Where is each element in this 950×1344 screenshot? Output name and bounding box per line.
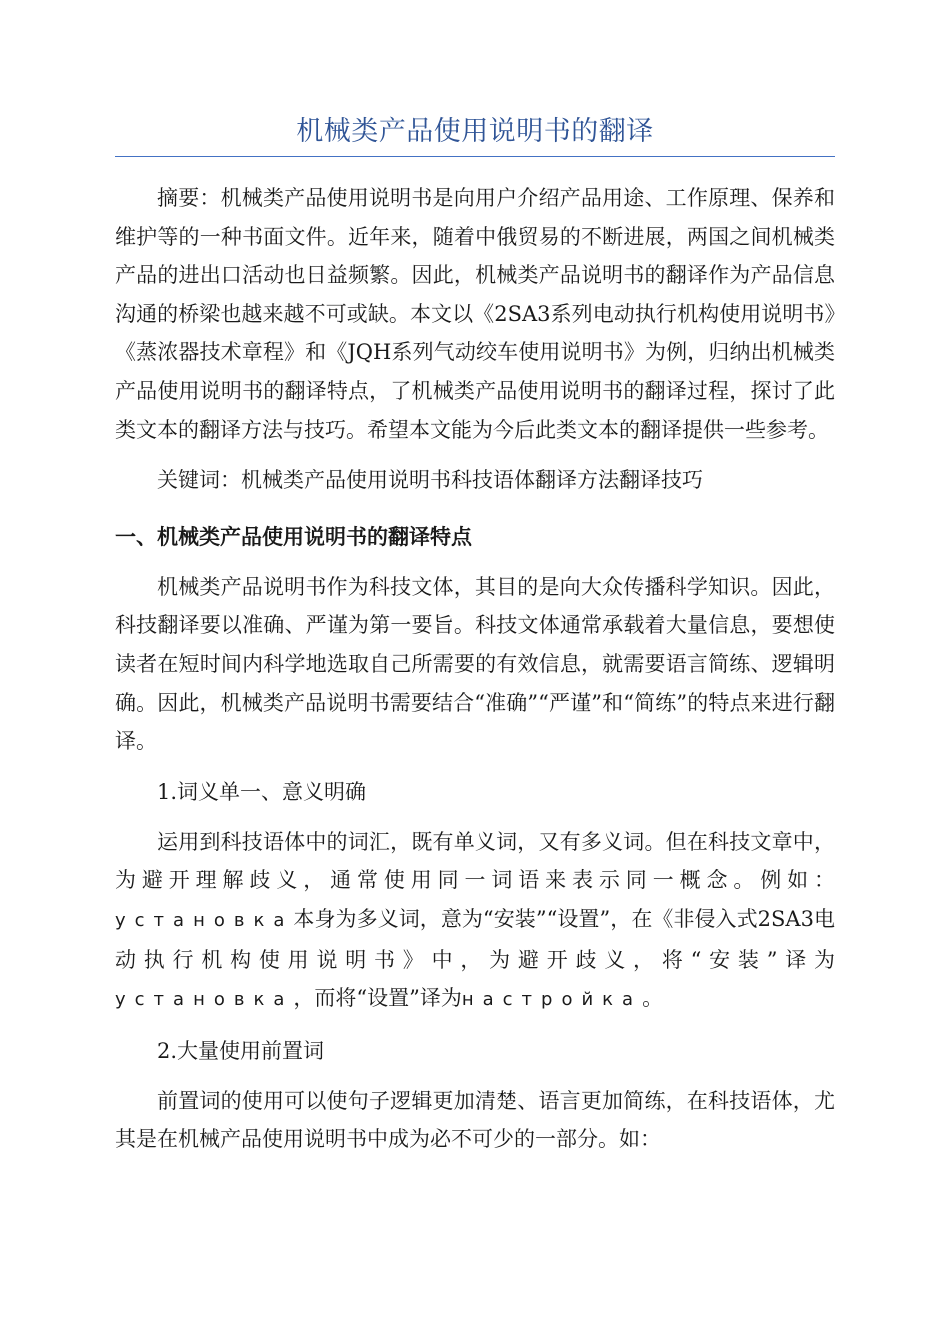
section-1-heading: 一、机械类产品使用说明书的翻译特点 [115,524,472,549]
russian-term-nastroyka: настройка [461,989,643,1011]
russian-term-ustanovka-2: установка [115,989,294,1011]
subsection-1-text-d: 。 [642,986,664,1011]
subsection-2-heading: 2.大量使用前置词 [157,1038,325,1063]
document-page [115,110,835,1159]
subsection-1-text-c: ，而将“设置”译为 [293,986,462,1011]
section-1-paragraph: 机械类产品说明书作为科技文体，其目的是向大众传播科学知识。因此，科技翻译要以准确、严谨为第一要旨。科技文体通常承载着大量信息，要想使读者在短时间内科学地选取自己所需要的有效信息，就需要语言简练、逻辑明确。因此，机械类产品说明书需要结合“准确”“严谨”和“简练”的特点来进行翻译。 [115,574,835,754]
subsection-2-paragraph: 前置词的使用可以使句子逻辑更加清楚、语言更加简练，在科技语体，尤其是在机械产品使用说明书中成为必不可少的一部分。如： [115,1088,835,1152]
subsection-1-text-a: 运用到科技语体中的词汇，既有单义词，又有多义词。但在科技文章中，为避开理解歧义，通常使用同一词语来表示同一概念。例如： [115,829,835,893]
keywords-paragraph: 关键词：机械类产品使用说明书科技语体翻译方法翻译技巧 [157,468,703,493]
document-title: 机械类产品使用说明书的翻译 [115,110,835,157]
subsection-1-heading: 1.词义单一、意义明确 [157,779,367,804]
abstract-paragraph: 摘要：机械类产品使用说明书是向用户介绍产品用途、工作原理、保养和维护等的一种书面文件。近年来，随着中俄贸易的不断进展，两国之间机械类产品的进出口活动也日益频繁。因此，机械类产品说明书的翻译作为产品信息沟通的桥梁也越来越不可或缺。本文以《2SA3系列电动执行机构使用说明书》《蒸浓器技术章程》和《JQH系列气动绞车使用说明书》为例，归纳出机械类产品使用说明书的翻译特点，了机械类产品使用说明书的翻译过程，探讨了此类文本的翻译方法与技巧。希望本文能为今后此类文本的翻译提供一些参考。 [115,186,835,442]
subsection-1-text-b: 本身为多义词，意为“安装”“设置”，在《非侵入式2SA3电动执行机构使用说明书》中，为避开歧义，将“安装”译为 [115,906,835,972]
subsection-1-paragraph [115,823,835,1020]
russian-term-ustanovka: установка [115,909,294,931]
